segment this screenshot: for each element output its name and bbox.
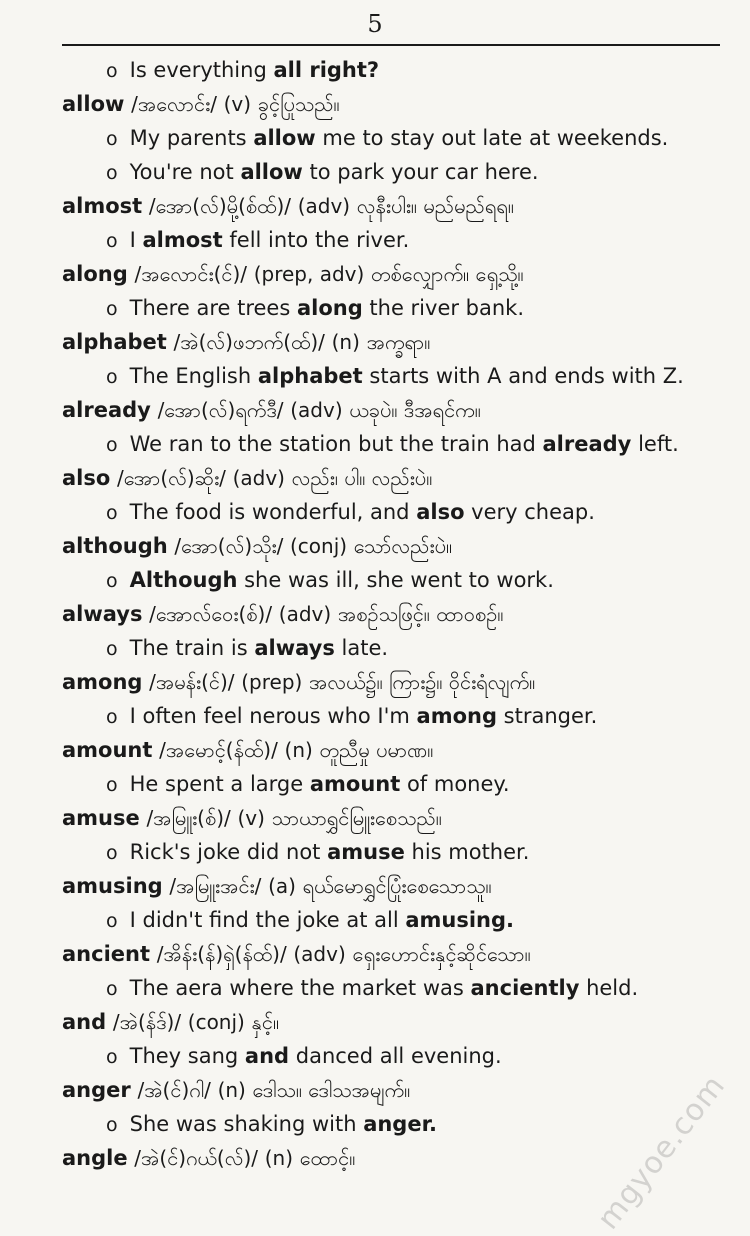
entry-pronunciation: /အလောင်း(င်)/ [134,262,248,286]
bullet-icon: o [106,230,118,252]
example-text-before: I [129,228,143,252]
example-text-after: fell into the river. [222,228,410,252]
entry-definition: အစဉ်သဖြင့်။ ထာဝစဉ်။ [337,602,504,626]
bullet-icon: o [106,1114,118,1136]
entry-part-of-speech: (a) [268,874,296,898]
example-keyword: amount [309,772,401,796]
entry-definition: လုနီးပါး။ မည်မည်ရရ။ [356,194,514,218]
example-sentence [62,121,732,155]
dictionary-entry [62,1005,732,1039]
example-text-before: Is everything [129,58,274,82]
example-text-after: to park your car here. [302,160,539,184]
example-text-before: My parents [129,126,254,150]
entry-pronunciation: /အဲ(င်)ဂါ/ [137,1078,211,1102]
bullet-icon: o [106,128,118,150]
example-keyword: amusing. [405,908,515,932]
bullet-icon: o [106,162,118,184]
entry-pronunciation: /အမန်း(င်)/ [149,670,235,694]
example-keyword: allow [240,160,303,184]
entry-headword: amusing [62,874,163,898]
dictionary-entry [62,597,732,631]
entry-headword: allow [62,92,125,116]
dictionary-entry [62,461,732,495]
example-keyword: amuse [327,840,405,864]
example-text-before: The aera where the market was [129,976,471,1000]
entry-headword: alphabet [62,330,167,354]
entry-part-of-speech: (prep, adv) [253,262,365,286]
example-keyword: along [296,296,363,320]
entry-part-of-speech: (prep) [241,670,303,694]
dictionary-entry [62,87,732,121]
entry-pronunciation: /အော(လ်)သိုး/ [174,534,284,558]
entry-headword: anger [62,1078,131,1102]
entry-pronunciation: /အမြူး(စ်)/ [146,806,231,830]
entry-headword: almost [62,194,143,218]
example-text-after: danced all evening. [289,1044,502,1068]
entry-part-of-speech: (adv) [297,194,351,218]
dictionary-entry [62,393,732,427]
example-sentence [62,903,732,937]
dictionary-entry [62,869,732,903]
example-sentence [62,699,732,733]
example-sentence [62,767,732,801]
example-text-after: held. [579,976,639,1000]
page-number: 5 [367,10,383,38]
example-keyword: anger. [363,1112,437,1136]
entry-part-of-speech: (adv) [290,398,343,422]
entry-definition: လည်း၊ ပါ။ လည်းပဲ။ [291,466,433,490]
example-text-before: We ran to the station but the train had [129,432,543,456]
entry-part-of-speech: (n) [284,738,313,762]
bullet-icon: o [106,1046,118,1068]
entry-definition: တစ်လျှောက်။ ရှေ့သို့။ [370,262,524,286]
entry-pronunciation: /အမြူးအင်း/ [169,874,262,898]
entry-pronunciation: /အော(လ်)မို့(စ်ထ်)/ [148,194,292,218]
dictionary-entry [62,189,732,223]
entry-headword: angle [62,1146,128,1170]
dictionary-entry [62,801,732,835]
entry-definition: ထောင့်။ [299,1146,356,1170]
entry-definition: ရှေးဟောင်းနှင့်ဆိုင်သော။ [352,942,531,966]
entry-headword: ancient [62,942,150,966]
example-sentence [62,359,732,393]
example-text-after: me to stay out late at weekends. [315,126,669,150]
example-text-after: she was ill, she went to work. [237,568,554,592]
entry-definition: ခွင့်ပြုသည်။ [257,92,340,116]
example-text-after: of money. [400,772,510,796]
bullet-icon: o [106,706,118,728]
dictionary-entry [62,325,732,359]
entry-definition: ယခုပဲ။ ဒီအရင်က။ [349,398,481,422]
entry-pronunciation: /အဲ(လ်)ဖဘက်(ထ်)/ [173,330,325,354]
example-keyword: also [416,500,465,524]
example-text-before: They sang [129,1044,245,1068]
entry-pronunciation: /အော(လ်)ဆိုး/ [116,466,226,490]
entry-part-of-speech: (adv) [232,466,285,490]
bullet-icon: o [106,502,118,524]
entry-part-of-speech: (n) [331,330,360,354]
example-sentence [62,1107,732,1141]
entry-headword: always [62,602,143,626]
dictionary-entry [62,733,732,767]
example-sentence [62,971,732,1005]
example-text-after: very cheap. [464,500,595,524]
entry-part-of-speech: (n) [217,1078,246,1102]
example-text-before: Rick's joke did not [129,840,328,864]
entry-headword: amuse [62,806,140,830]
dictionary-entry [62,937,732,971]
entry-headword: although [62,534,168,558]
entry-pronunciation: /အိန်း(န်)ရှဲ(န်ထ်)/ [156,942,287,966]
entry-headword: amount [62,738,153,762]
example-text-before: She was shaking with [129,1112,364,1136]
bullet-icon: o [106,366,118,388]
example-text-before: The English [129,364,258,388]
example-sentence [62,495,732,529]
bullet-icon: o [106,434,118,456]
dictionary-entry [62,665,732,699]
entry-headword: already [62,398,151,422]
bullet-icon: o [106,842,118,864]
entry-headword: also [62,466,111,490]
entry-definition: တူညီမှု ပမာဏ။ [319,738,434,762]
bullet-icon: o [106,298,118,320]
example-sentence [62,631,732,665]
entry-pronunciation: /အော(လ်)ရက်ဒီ/ [157,398,284,422]
bullet-icon: o [106,910,118,932]
example-keyword: alphabet [257,364,363,388]
example-text-after: his mother. [404,840,530,864]
example-sentence [62,53,732,87]
example-text-after: left. [631,432,679,456]
example-sentence [62,427,732,461]
entry-pronunciation: /အဲ(န်ဒ်)/ [112,1010,182,1034]
entry-definition: ရယ်မောရွှင်ပြုံးစေသောသူ။ [302,874,492,898]
entry-part-of-speech: (v) [223,92,252,116]
entry-definition: သာယာရွှင်မြူးစေသည်။ [271,806,442,830]
example-text-after: stranger. [497,704,598,728]
bullet-icon: o [106,570,118,592]
example-keyword: anciently [470,976,580,1000]
example-keyword: already [542,432,632,456]
dictionary-entries [62,53,732,1175]
example-text-before: You're not [129,160,241,184]
entry-definition: အလယ်၌။ ကြား၌။ ဝိုင်းရံလျက်။ [309,670,536,694]
example-text-before: The food is wonderful, and [129,500,417,524]
example-text-before: I often feel nerous who I'm [129,704,417,728]
entry-headword: and [62,1010,107,1034]
entry-part-of-speech: (conj) [187,1010,245,1034]
entry-definition: သော်လည်းပဲ။ [353,534,453,558]
example-keyword: almost [142,228,223,252]
dictionary-entry [62,257,732,291]
entry-definition: အက္ခရာ။ [366,330,431,354]
entry-part-of-speech: (conj) [290,534,348,558]
example-sentence [62,291,732,325]
example-text-after: starts with A and ends with Z. [362,364,684,388]
example-sentence [62,1039,732,1073]
dictionary-entry [62,529,732,563]
header-rule [62,44,720,46]
example-text-before: He spent a large [129,772,310,796]
bullet-icon: o [106,774,118,796]
example-sentence [62,563,732,597]
example-keyword: all right? [273,58,380,82]
bullet-icon: o [106,638,118,660]
entry-headword: along [62,262,128,286]
example-text-after: the river bank. [362,296,525,320]
example-keyword: among [416,704,497,728]
entry-definition: နှင့်။ [251,1010,280,1034]
entry-part-of-speech: (adv) [293,942,346,966]
entry-pronunciation: /အလောင်း/ [131,92,217,116]
example-text-before: There are trees [129,296,297,320]
entry-part-of-speech: (v) [237,806,265,830]
entry-pronunciation: /အဲ(င်)ဂယ်(လ်)/ [134,1146,259,1170]
example-text-after: late. [334,636,389,660]
entry-part-of-speech: (adv) [278,602,332,626]
example-keyword: Although [129,568,238,592]
bullet-icon: o [106,978,118,1000]
example-keyword: allow [253,126,316,150]
example-sentence [62,835,732,869]
entry-definition: ဒေါသ။ ဒေါသအမျက်။ [252,1078,411,1102]
example-text-before: I didn't find the joke at all [129,908,406,932]
entry-headword: among [62,670,143,694]
example-sentence [62,155,732,189]
example-keyword: always [254,636,335,660]
example-text-before: The train is [129,636,255,660]
dictionary-entry [62,1073,732,1107]
entry-pronunciation: /အမောင့်(န်ထ်)/ [159,738,278,762]
watermark: mgyoe.com [590,1068,732,1236]
example-sentence [62,223,732,257]
entry-part-of-speech: (n) [264,1146,293,1170]
bullet-icon: o [106,60,118,82]
example-keyword: and [244,1044,290,1068]
entry-pronunciation: /အောလ်ဝေး(စ်)/ [149,602,273,626]
